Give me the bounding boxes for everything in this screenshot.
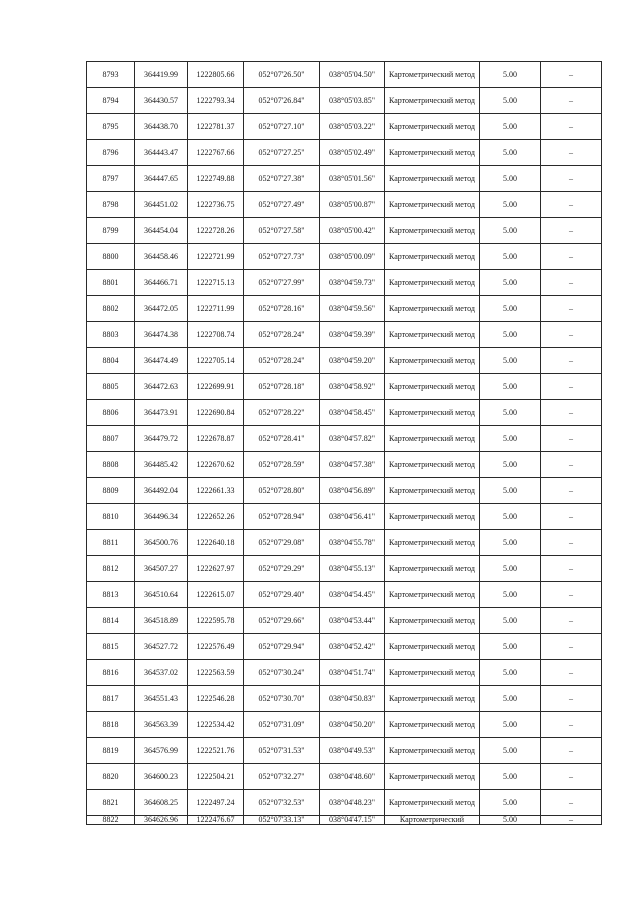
y-coordinate-cell: 1222690.84 [188,400,244,426]
table-row [87,738,602,764]
method-cell: Картометрический метод [385,166,480,192]
accuracy-cell: 5.00 [480,322,541,348]
note-cell: – [541,660,602,686]
x-coordinate-cell: 364472.63 [135,374,188,400]
accuracy-cell: 5.00 [480,218,541,244]
table-row [87,62,602,88]
table-row [87,764,602,790]
latitude-cell: 052°07'27.38" [244,166,320,192]
point-number-cell: 8820 [87,764,135,790]
accuracy-cell: 5.00 [480,244,541,270]
table-row [87,192,602,218]
longitude-cell: 038°05'00.09" [320,244,385,270]
y-coordinate-cell: 1222546.28 [188,686,244,712]
x-coordinate-cell: 364458.46 [135,244,188,270]
table-row [87,634,602,660]
latitude-cell: 052°07'33.13" [244,816,320,825]
y-coordinate-cell: 1222595.78 [188,608,244,634]
method-cell: Картометрический метод [385,478,480,504]
point-number-cell: 8809 [87,478,135,504]
x-coordinate-cell: 364500.76 [135,530,188,556]
note-cell: – [541,114,602,140]
y-coordinate-cell: 1222670.62 [188,452,244,478]
table-row [87,556,602,582]
y-coordinate-cell: 1222640.18 [188,530,244,556]
point-number-cell: 8807 [87,426,135,452]
table-row [87,244,602,270]
longitude-cell: 038°04'58.45" [320,400,385,426]
y-coordinate-cell: 1222711.99 [188,296,244,322]
accuracy-cell: 5.00 [480,608,541,634]
note-cell: – [541,816,602,825]
longitude-cell: 038°05'01.56" [320,166,385,192]
method-cell: Картометрический метод [385,556,480,582]
y-coordinate-cell: 1222699.91 [188,374,244,400]
longitude-cell: 038°04'48.60" [320,764,385,790]
y-coordinate-cell: 1222497.24 [188,790,244,816]
latitude-cell: 052°07'26.84" [244,88,320,114]
accuracy-cell: 5.00 [480,62,541,88]
note-cell: – [541,452,602,478]
latitude-cell: 052°07'27.73" [244,244,320,270]
point-number-cell: 8822 [87,816,135,825]
latitude-cell: 052°07'28.41" [244,426,320,452]
point-number-cell: 8795 [87,114,135,140]
point-number-cell: 8811 [87,530,135,556]
method-cell: Картометрический метод [385,426,480,452]
note-cell: – [541,400,602,426]
method-cell: Картометрический метод [385,790,480,816]
accuracy-cell: 5.00 [480,296,541,322]
x-coordinate-cell: 364576.99 [135,738,188,764]
table-row [87,712,602,738]
note-cell: – [541,322,602,348]
longitude-cell: 038°05'02.49" [320,140,385,166]
point-number-cell: 8796 [87,140,135,166]
table-row [87,348,602,374]
longitude-cell: 038°05'03.85" [320,88,385,114]
point-number-cell: 8799 [87,218,135,244]
y-coordinate-cell: 1222728.26 [188,218,244,244]
note-cell: – [541,348,602,374]
method-cell: Картометрический метод [385,712,480,738]
note-cell: – [541,192,602,218]
method-cell: Картометрический метод [385,634,480,660]
note-cell: – [541,374,602,400]
point-number-cell: 8808 [87,452,135,478]
longitude-cell: 038°04'52.42" [320,634,385,660]
accuracy-cell: 5.00 [480,582,541,608]
x-coordinate-cell: 364537.02 [135,660,188,686]
latitude-cell: 052°07'28.59" [244,452,320,478]
latitude-cell: 052°07'28.22" [244,400,320,426]
note-cell: – [541,764,602,790]
note-cell: – [541,582,602,608]
x-coordinate-cell: 364419.99 [135,62,188,88]
x-coordinate-cell: 364518.89 [135,608,188,634]
note-cell: – [541,478,602,504]
note-cell: – [541,426,602,452]
note-cell: – [541,712,602,738]
point-number-cell: 8813 [87,582,135,608]
y-coordinate-cell: 1222805.66 [188,62,244,88]
longitude-cell: 038°04'59.20" [320,348,385,374]
method-cell: Картометрический метод [385,608,480,634]
point-number-cell: 8794 [87,88,135,114]
latitude-cell: 052°07'32.27" [244,764,320,790]
accuracy-cell: 5.00 [480,634,541,660]
point-number-cell: 8801 [87,270,135,296]
point-number-cell: 8793 [87,62,135,88]
latitude-cell: 052°07'28.80" [244,478,320,504]
x-coordinate-cell: 364451.02 [135,192,188,218]
y-coordinate-cell: 1222521.76 [188,738,244,764]
longitude-cell: 038°04'50.83" [320,686,385,712]
note-cell: – [541,218,602,244]
table-row [87,426,602,452]
method-cell: Картометрический метод [385,660,480,686]
latitude-cell: 052°07'28.16" [244,296,320,322]
note-cell: – [541,244,602,270]
latitude-cell: 052°07'29.40" [244,582,320,608]
y-coordinate-cell: 1222793.34 [188,88,244,114]
table-row [87,114,602,140]
table-row [87,530,602,556]
longitude-cell: 038°04'55.78" [320,530,385,556]
latitude-cell: 052°07'29.94" [244,634,320,660]
method-cell: Картометрический метод [385,348,480,374]
longitude-cell: 038°04'59.73" [320,270,385,296]
x-coordinate-cell: 364507.27 [135,556,188,582]
x-coordinate-cell: 364600.23 [135,764,188,790]
longitude-cell: 038°04'53.44" [320,608,385,634]
x-coordinate-cell: 364496.34 [135,504,188,530]
accuracy-cell: 5.00 [480,452,541,478]
x-coordinate-cell: 364485.42 [135,452,188,478]
note-cell: – [541,140,602,166]
method-cell: Картометрический метод [385,140,480,166]
y-coordinate-cell: 1222563.59 [188,660,244,686]
latitude-cell: 052°07'29.29" [244,556,320,582]
method-cell: Картометрический метод [385,296,480,322]
longitude-cell: 038°04'57.82" [320,426,385,452]
table-row [87,400,602,426]
point-number-cell: 8818 [87,712,135,738]
note-cell: – [541,296,602,322]
y-coordinate-cell: 1222736.75 [188,192,244,218]
y-coordinate-cell: 1222678.87 [188,426,244,452]
point-number-cell: 8819 [87,738,135,764]
y-coordinate-cell: 1222708.74 [188,322,244,348]
x-coordinate-cell: 364479.72 [135,426,188,452]
latitude-cell: 052°07'27.49" [244,192,320,218]
point-number-cell: 8800 [87,244,135,270]
note-cell: – [541,504,602,530]
x-coordinate-cell: 364563.39 [135,712,188,738]
note-cell: – [541,790,602,816]
method-cell: Картометрический метод [385,738,480,764]
method-cell: Картометрический метод [385,764,480,790]
x-coordinate-cell: 364430.57 [135,88,188,114]
method-cell: Картометрический метод [385,686,480,712]
accuracy-cell: 5.00 [480,426,541,452]
table-row [87,374,602,400]
accuracy-cell: 5.00 [480,660,541,686]
longitude-cell: 038°05'00.42" [320,218,385,244]
point-number-cell: 8821 [87,790,135,816]
table-row [87,296,602,322]
table-row [87,270,602,296]
y-coordinate-cell: 1222652.26 [188,504,244,530]
note-cell: – [541,166,602,192]
x-coordinate-cell: 364443.47 [135,140,188,166]
x-coordinate-cell: 364454.04 [135,218,188,244]
point-number-cell: 8804 [87,348,135,374]
point-number-cell: 8812 [87,556,135,582]
latitude-cell: 052°07'28.94" [244,504,320,530]
table-row [87,504,602,530]
table-row [87,816,602,825]
point-number-cell: 8797 [87,166,135,192]
note-cell: – [541,634,602,660]
longitude-cell: 038°04'56.89" [320,478,385,504]
x-coordinate-cell: 364626.96 [135,816,188,825]
accuracy-cell: 5.00 [480,738,541,764]
longitude-cell: 038°05'04.50" [320,62,385,88]
method-cell: Картометрический метод [385,400,480,426]
point-number-cell: 8802 [87,296,135,322]
x-coordinate-cell: 364527.72 [135,634,188,660]
longitude-cell: 038°04'48.23" [320,790,385,816]
y-coordinate-cell: 1222476.67 [188,816,244,825]
longitude-cell: 038°04'50.20" [320,712,385,738]
note-cell: – [541,686,602,712]
x-coordinate-cell: 364510.64 [135,582,188,608]
table-row [87,166,602,192]
longitude-cell: 038°05'03.22" [320,114,385,140]
table-body [87,62,602,825]
longitude-cell: 038°04'49.53" [320,738,385,764]
accuracy-cell: 5.00 [480,478,541,504]
note-cell: – [541,530,602,556]
latitude-cell: 052°07'31.53" [244,738,320,764]
accuracy-cell: 5.00 [480,270,541,296]
y-coordinate-cell: 1222576.49 [188,634,244,660]
note-cell: – [541,608,602,634]
table-row [87,322,602,348]
latitude-cell: 052°07'27.99" [244,270,320,296]
accuracy-cell: 5.00 [480,764,541,790]
longitude-cell: 038°04'47.15" [320,816,385,825]
note-cell: – [541,62,602,88]
table-row [87,582,602,608]
table-row [87,608,602,634]
method-cell: Картометрический метод [385,452,480,478]
y-coordinate-cell: 1222705.14 [188,348,244,374]
note-cell: – [541,738,602,764]
method-cell: Картометрический метод [385,504,480,530]
table-row [87,140,602,166]
y-coordinate-cell: 1222781.37 [188,114,244,140]
method-cell: Картометрический метод [385,270,480,296]
table-row [87,88,602,114]
method-cell: Картометрический метод [385,374,480,400]
accuracy-cell: 5.00 [480,140,541,166]
method-cell: Картометрический метод [385,244,480,270]
longitude-cell: 038°04'59.39" [320,322,385,348]
latitude-cell: 052°07'31.09" [244,712,320,738]
accuracy-cell: 5.00 [480,374,541,400]
y-coordinate-cell: 1222504.21 [188,764,244,790]
method-cell: Картометрический метод [385,114,480,140]
y-coordinate-cell: 1222749.88 [188,166,244,192]
accuracy-cell: 5.00 [480,556,541,582]
accuracy-cell: 5.00 [480,114,541,140]
y-coordinate-cell: 1222767.66 [188,140,244,166]
method-cell: Картометрический метод [385,530,480,556]
table-row [87,478,602,504]
x-coordinate-cell: 364492.04 [135,478,188,504]
longitude-cell: 038°04'56.41" [320,504,385,530]
method-cell: Картометрический метод [385,322,480,348]
note-cell: – [541,556,602,582]
coordinates-table [86,61,602,825]
point-number-cell: 8806 [87,400,135,426]
accuracy-cell: 5.00 [480,686,541,712]
accuracy-cell: 5.00 [480,712,541,738]
accuracy-cell: 5.00 [480,504,541,530]
latitude-cell: 052°07'30.24" [244,660,320,686]
latitude-cell: 052°07'28.18" [244,374,320,400]
accuracy-cell: 5.00 [480,166,541,192]
longitude-cell: 038°04'51.74" [320,660,385,686]
table-row [87,790,602,816]
x-coordinate-cell: 364472.05 [135,296,188,322]
point-number-cell: 8817 [87,686,135,712]
point-number-cell: 8814 [87,608,135,634]
longitude-cell: 038°04'58.92" [320,374,385,400]
point-number-cell: 8815 [87,634,135,660]
latitude-cell: 052°07'28.24" [244,348,320,374]
accuracy-cell: 5.00 [480,400,541,426]
x-coordinate-cell: 364466.71 [135,270,188,296]
x-coordinate-cell: 364447.65 [135,166,188,192]
table-row [87,452,602,478]
table-row [87,218,602,244]
latitude-cell: 052°07'27.25" [244,140,320,166]
latitude-cell: 052°07'30.70" [244,686,320,712]
longitude-cell: 038°04'57.38" [320,452,385,478]
table-row [87,686,602,712]
longitude-cell: 038°04'54.45" [320,582,385,608]
method-cell: Картометрический метод [385,218,480,244]
point-number-cell: 8805 [87,374,135,400]
y-coordinate-cell: 1222715.13 [188,270,244,296]
latitude-cell: 052°07'27.58" [244,218,320,244]
method-cell: Картометрический метод [385,62,480,88]
x-coordinate-cell: 364474.38 [135,322,188,348]
point-number-cell: 8798 [87,192,135,218]
latitude-cell: 052°07'29.08" [244,530,320,556]
latitude-cell: 052°07'29.66" [244,608,320,634]
longitude-cell: 038°04'59.56" [320,296,385,322]
longitude-cell: 038°04'55.13" [320,556,385,582]
accuracy-cell: 5.00 [480,790,541,816]
accuracy-cell: 5.00 [480,88,541,114]
latitude-cell: 052°07'32.53" [244,790,320,816]
latitude-cell: 052°07'26.50" [244,62,320,88]
x-coordinate-cell: 364438.70 [135,114,188,140]
point-number-cell: 8803 [87,322,135,348]
accuracy-cell: 5.00 [480,816,541,825]
x-coordinate-cell: 364474.49 [135,348,188,374]
y-coordinate-cell: 1222627.97 [188,556,244,582]
y-coordinate-cell: 1222534.42 [188,712,244,738]
accuracy-cell: 5.00 [480,192,541,218]
note-cell: – [541,270,602,296]
point-number-cell: 8816 [87,660,135,686]
x-coordinate-cell: 364473.91 [135,400,188,426]
longitude-cell: 038°05'00.87" [320,192,385,218]
accuracy-cell: 5.00 [480,348,541,374]
y-coordinate-cell: 1222661.33 [188,478,244,504]
method-cell: Картометрический [385,816,480,825]
x-coordinate-cell: 364608.25 [135,790,188,816]
method-cell: Картометрический метод [385,582,480,608]
accuracy-cell: 5.00 [480,530,541,556]
method-cell: Картометрический метод [385,88,480,114]
table-row [87,660,602,686]
x-coordinate-cell: 364551.43 [135,686,188,712]
note-cell: – [541,88,602,114]
y-coordinate-cell: 1222721.99 [188,244,244,270]
point-number-cell: 8810 [87,504,135,530]
y-coordinate-cell: 1222615.07 [188,582,244,608]
latitude-cell: 052°07'27.10" [244,114,320,140]
method-cell: Картометрический метод [385,192,480,218]
latitude-cell: 052°07'28.24" [244,322,320,348]
